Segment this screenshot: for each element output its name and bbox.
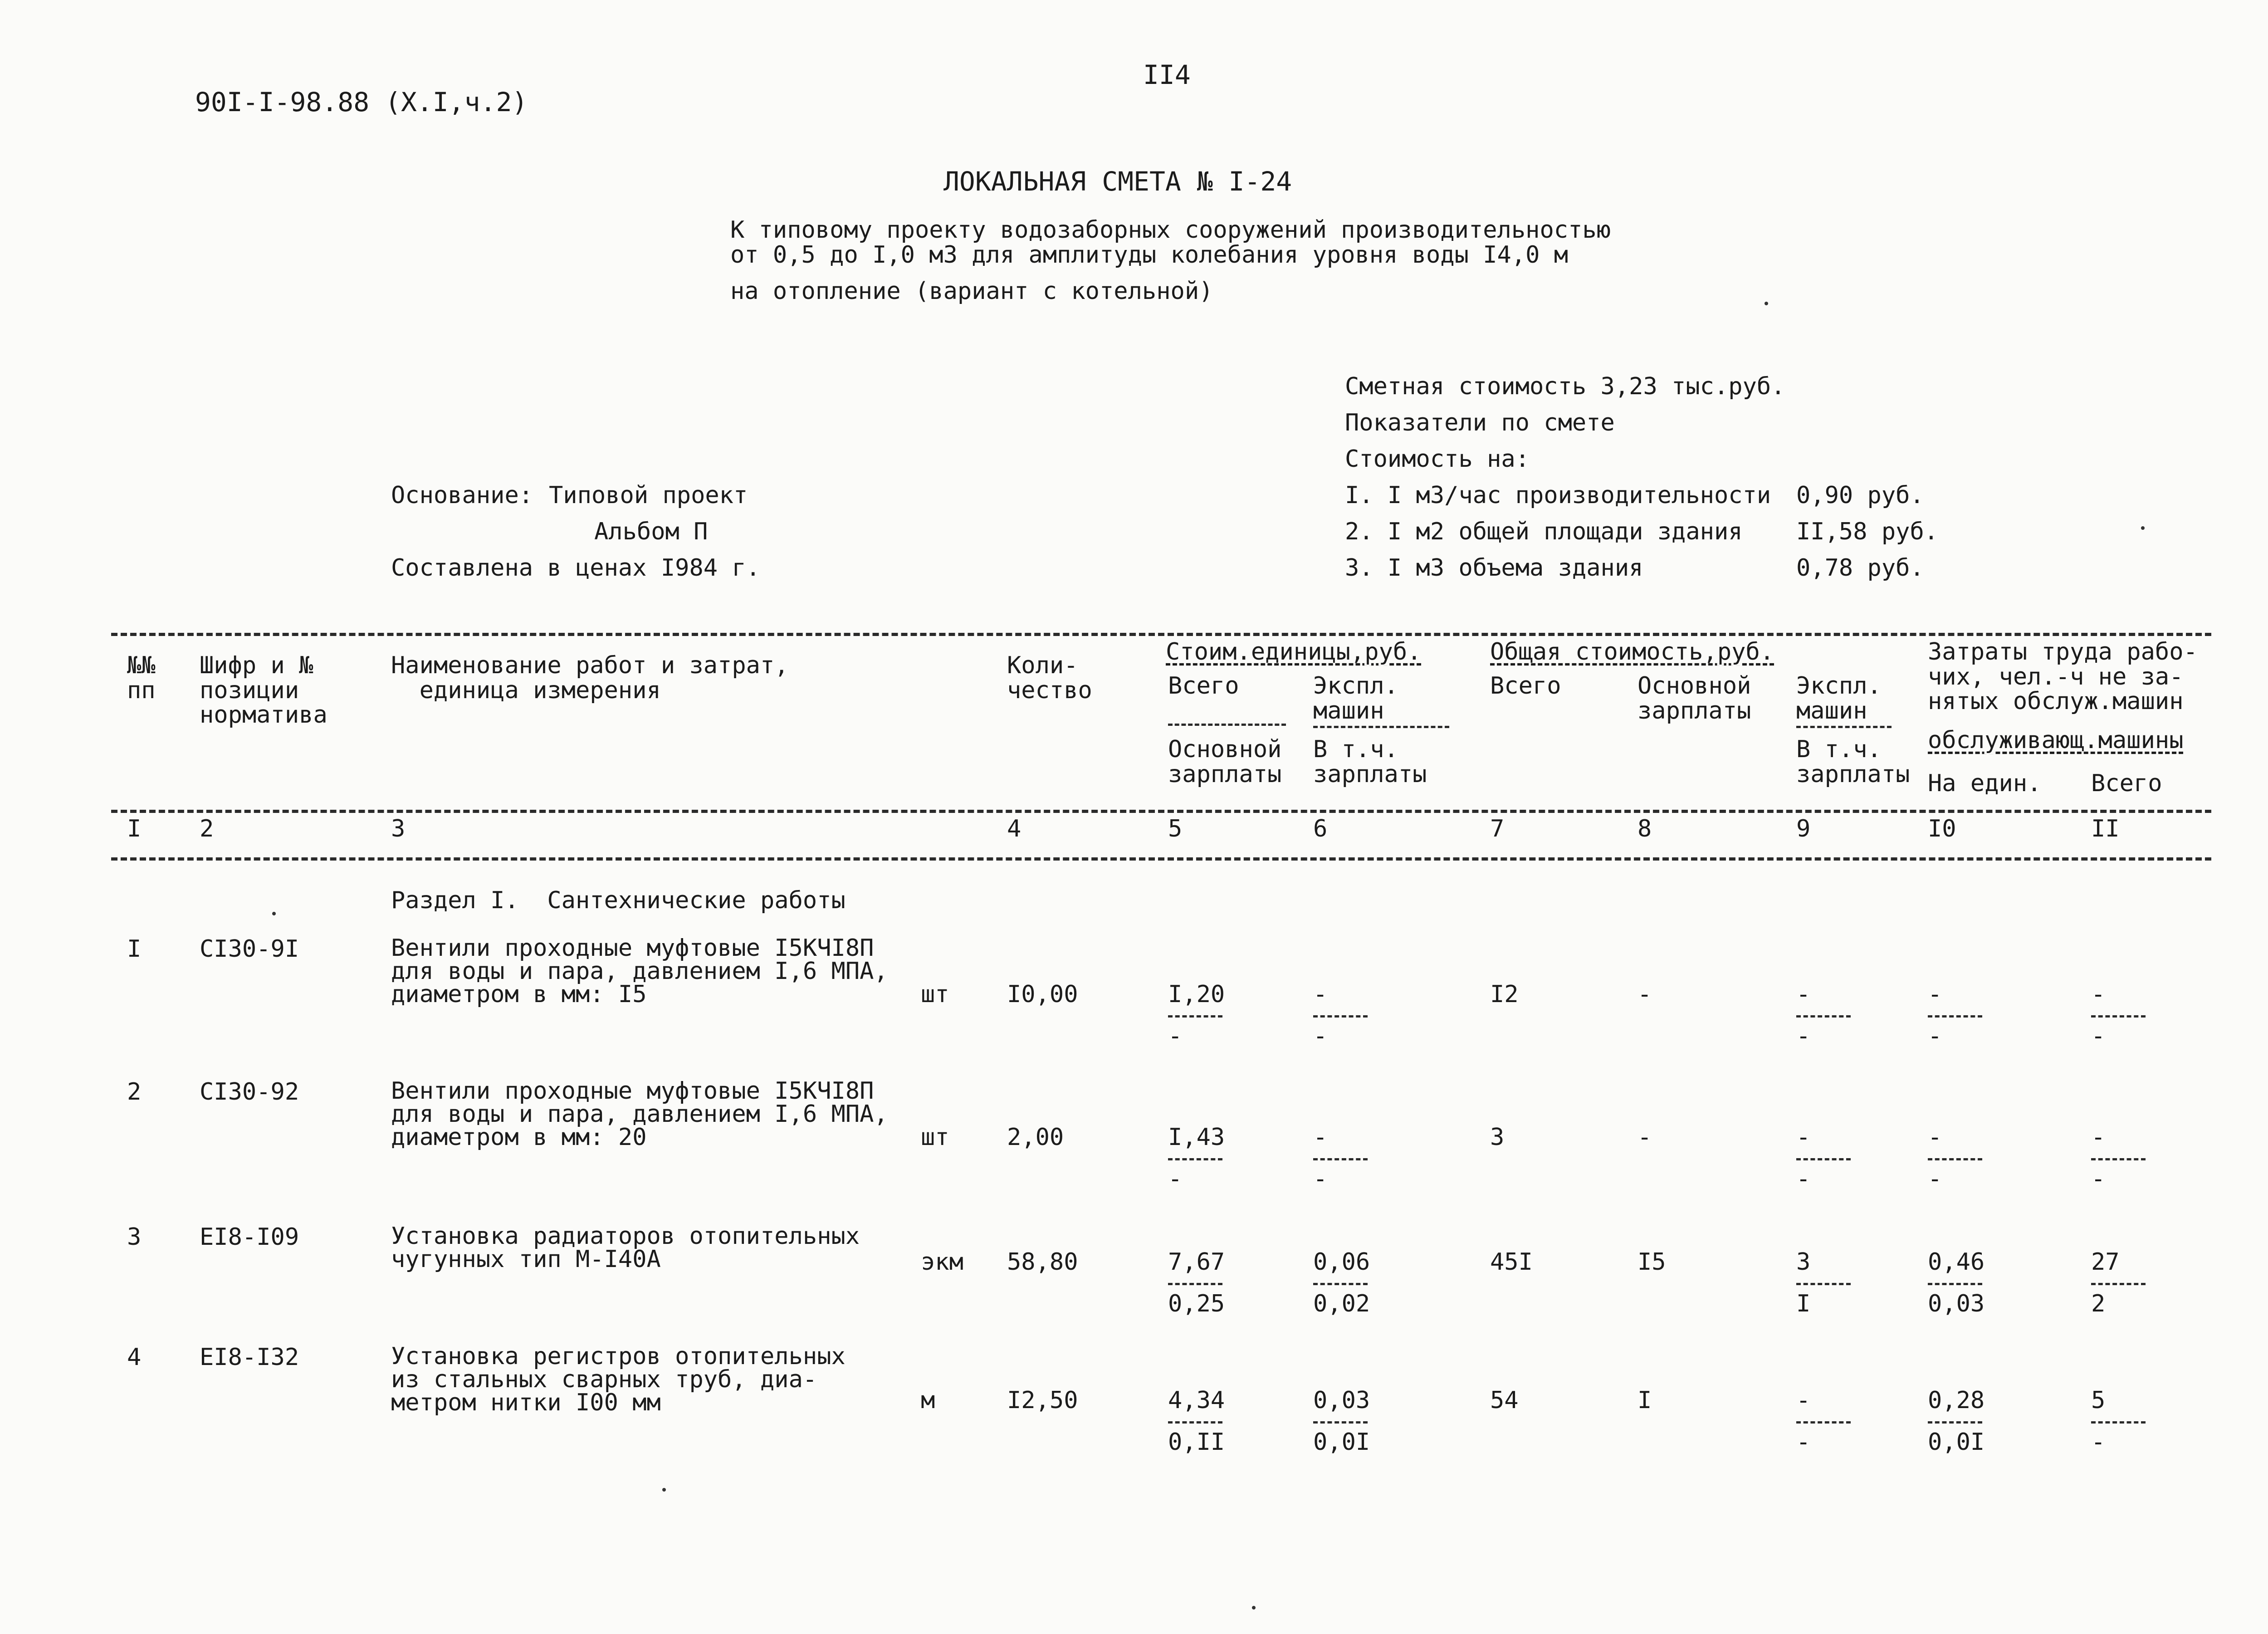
fraction-bar: [1168, 1158, 1222, 1160]
column-number-6: 6: [1313, 815, 1328, 842]
labor-total-cell: [2091, 1388, 2146, 1454]
page-number: II4: [1143, 59, 1191, 90]
basis-label: Основание:: [391, 482, 533, 509]
labor-per-unit-top: 0,46: [1928, 1248, 1985, 1276]
header-c5-divider: [1168, 724, 1286, 726]
row-quantity: 2,00: [1007, 1124, 1064, 1151]
fraction-bar: [2091, 1158, 2146, 1160]
column-number-3: 3: [391, 815, 406, 842]
machine-cost-bottom: 0,02: [1313, 1290, 1370, 1317]
row-code: CI30-9I: [200, 935, 299, 963]
machine-total-bottom: -: [1796, 1428, 1811, 1456]
header-total-cost: Общая стоимость,руб.: [1490, 638, 1774, 665]
column-number-7: 7: [1490, 815, 1505, 842]
section-title: Раздел I. Сантехнические работы: [391, 887, 846, 914]
labor-per-unit-bottom: -: [1928, 1022, 1942, 1050]
labor-total-top: 5: [2091, 1387, 2106, 1414]
labor-per-unit-cell: [1928, 1388, 1984, 1454]
machine-total-bottom: -: [1796, 1022, 1811, 1050]
labor-total-bottom: -: [2091, 1022, 2106, 1050]
header-c8: Основной зарплаты: [1637, 672, 1751, 724]
table-top-rule: [111, 633, 2211, 636]
unit-cost-total-bottom: 0,II: [1168, 1428, 1225, 1456]
header-code: Шифр и № позиции норматива: [200, 652, 327, 729]
unit-cost-total-top: 4,34: [1168, 1387, 1225, 1414]
scan-speck: [272, 912, 276, 915]
machine-total-cell: [1796, 1125, 1851, 1191]
unit-cost-total-cell: [1168, 1388, 1225, 1454]
indicator-3-label: 3. I м3 объема здания: [1345, 554, 1643, 582]
fraction-bar: [1796, 1158, 1851, 1160]
fraction-bar: [1313, 1421, 1368, 1424]
row-code: EI8-I09: [200, 1223, 299, 1251]
header-c11: Всего: [2091, 770, 2162, 797]
row-base-wage: -: [1637, 1124, 1652, 1151]
basis-value-2: Альбом П: [594, 518, 708, 545]
row-unit: м: [921, 1387, 935, 1414]
indicators-label: Показатели по смете: [1345, 409, 1615, 436]
row-number: 3: [127, 1223, 142, 1251]
basis-value-1: Типовой проект: [549, 482, 748, 509]
row-total-cost: 3: [1490, 1124, 1505, 1151]
subtitle-line-2: от 0,5 до I,0 м3 для амплитуды колебания уровня воды I4,0 м: [730, 241, 1569, 269]
labor-total-top: -: [2091, 981, 2106, 1008]
indicator-1-value: 0,90 руб.: [1796, 482, 1924, 509]
column-number-10: I0: [1928, 815, 1956, 842]
labor-total-bottom: -: [2091, 1165, 2106, 1193]
fraction-bar: [1796, 1015, 1851, 1018]
header-labor: Затраты труда рабо- чих, чел.-ч не за- нятых обслуж.машин: [1928, 638, 2198, 715]
labor-total-cell: [2091, 982, 2146, 1048]
row-quantity: 58,80: [1007, 1248, 1078, 1276]
row-quantity: I2,50: [1007, 1387, 1078, 1414]
header-c5-bottom: Основной зарплаты: [1168, 736, 1282, 788]
fraction-bar: [1928, 1283, 1982, 1285]
labor-total-cell: [2091, 1250, 2146, 1316]
column-numbers-rule: [111, 857, 2211, 861]
machine-cost-top: 0,06: [1313, 1248, 1370, 1276]
machine-total-bottom: I: [1796, 1290, 1811, 1317]
row-base-wage: I5: [1637, 1248, 1666, 1276]
header-c5-top: Всего: [1168, 672, 1239, 700]
indicator-1-label: I. I м3/час производительности: [1345, 482, 1771, 509]
column-number-11: II: [2091, 815, 2120, 842]
fraction-bar: [1796, 1421, 1851, 1424]
cost-for-label: Стоимость на:: [1345, 445, 1530, 473]
row-name: Вентили проходные муфтовые I5КЧI8П для воды и пара, давлением I,6 МПА, диаметром в мм: 20: [391, 1077, 888, 1151]
labor-total-top: -: [2091, 1124, 2106, 1151]
fraction-bar: [2091, 1283, 2146, 1285]
column-number-9: 9: [1796, 815, 1811, 842]
unit-cost-total-cell: [1168, 982, 1225, 1048]
row-quantity: I0,00: [1007, 981, 1078, 1008]
row-code: CI30-92: [200, 1078, 299, 1106]
labor-per-unit-bottom: 0,03: [1928, 1290, 1985, 1317]
machine-total-cell: [1796, 1388, 1851, 1454]
row-total-cost: 45I: [1490, 1248, 1533, 1276]
machine-cost-cell: [1313, 1388, 1370, 1454]
labor-per-unit-cell: [1928, 1125, 1982, 1191]
column-number-2: 2: [200, 815, 214, 842]
row-total-cost: 54: [1490, 1387, 1519, 1414]
indicator-2-label: 2. I м2 общей площади здания: [1345, 518, 1743, 545]
column-number-4: 4: [1007, 815, 1022, 842]
labor-per-unit-bottom: 0,0I: [1928, 1428, 1985, 1456]
row-number: I: [127, 935, 142, 963]
fraction-bar: [2091, 1015, 2146, 1018]
header-c10: На един.: [1928, 770, 2042, 797]
machine-total-top: 3: [1796, 1248, 1811, 1276]
header-name: Наименование работ и затрат, единица измерения: [391, 652, 789, 704]
labor-total-bottom: -: [2091, 1428, 2106, 1456]
column-number-8: 8: [1637, 815, 1652, 842]
row-code: EI8-I32: [200, 1344, 299, 1371]
row-unit: шт: [921, 1124, 949, 1151]
machine-total-cell: [1796, 1250, 1851, 1316]
basis-prices: Составлена в ценах I984 г.: [391, 554, 760, 582]
header-c6-top: Экспл. машин: [1313, 672, 1398, 724]
row-total-cost: I2: [1490, 981, 1519, 1008]
fraction-bar: [1928, 1158, 1982, 1160]
subtitle-line-3: на отопление (вариант с котельной): [730, 278, 1213, 305]
column-number-1: I: [127, 815, 142, 842]
header-c9-divider: [1796, 726, 1892, 728]
header-bottom-rule: [111, 810, 2211, 813]
row-name: Установка радиаторов отопительных чугунных тип М-I40А: [391, 1223, 860, 1273]
header-unit-cost: Стоим.единицы,руб.: [1166, 638, 1422, 665]
fraction-bar: [1168, 1421, 1222, 1424]
labor-total-cell: [2091, 1125, 2146, 1191]
machine-total-bottom: -: [1796, 1165, 1811, 1193]
document-code: 90I-I-98.88 (X.I,ч.2): [195, 87, 528, 117]
header-labor-sub: обслуживающ.машины: [1928, 727, 2184, 754]
row-number: 2: [127, 1078, 142, 1106]
header-c7: Всего: [1490, 672, 1561, 700]
scan-speck: [2141, 526, 2145, 530]
labor-per-unit-cell: [1928, 1250, 1984, 1316]
fraction-bar: [1928, 1015, 1982, 1018]
header-c9-top: Экспл. машин: [1796, 672, 1882, 724]
fraction-bar: [1168, 1283, 1222, 1285]
machine-cost-cell: [1313, 1250, 1370, 1316]
machine-total-top: -: [1796, 1387, 1811, 1414]
row-name: Вентили проходные муфтовые I5КЧI8П для воды и пара, давлением I,6 МПА, диаметром в мм: I5: [391, 934, 888, 1008]
fraction-bar: [1168, 1015, 1222, 1018]
labor-per-unit-top: 0,28: [1928, 1387, 1985, 1414]
header-quantity: Коли- чество: [1007, 652, 1092, 704]
machine-cost-cell: [1313, 1125, 1368, 1191]
unit-cost-total-bottom: -: [1168, 1022, 1183, 1050]
machine-cost-bottom: -: [1313, 1165, 1328, 1193]
fraction-bar: [1313, 1158, 1368, 1160]
indicator-2-value: II,58 руб.: [1796, 518, 1939, 545]
row-name: Установка регистров отопительных из стальных сварных труб, диа- метром нитки I00 мм: [391, 1343, 846, 1416]
labor-per-unit-bottom: -: [1928, 1165, 1942, 1193]
machine-cost-bottom: -: [1313, 1022, 1328, 1050]
machine-total-top: -: [1796, 1124, 1811, 1151]
fraction-bar: [1313, 1283, 1368, 1285]
scan-speck: [662, 1488, 666, 1492]
machine-total-cell: [1796, 982, 1851, 1048]
fraction-bar: [1928, 1421, 1982, 1424]
row-base-wage: I: [1637, 1387, 1652, 1414]
machine-cost-bottom: 0,0I: [1313, 1428, 1370, 1456]
unit-cost-total-top: I,43: [1168, 1124, 1225, 1151]
column-number-5: 5: [1168, 815, 1183, 842]
unit-cost-total-top: 7,67: [1168, 1248, 1225, 1276]
header-c9-bottom: В т.ч. зарплаты: [1796, 736, 1910, 788]
row-unit: экм: [921, 1248, 963, 1276]
machine-total-top: -: [1796, 981, 1811, 1008]
labor-total-top: 27: [2091, 1248, 2120, 1276]
unit-cost-total-cell: [1168, 1250, 1225, 1316]
row-base-wage: -: [1637, 981, 1652, 1008]
labor-per-unit-top: -: [1928, 981, 1942, 1008]
row-unit: шт: [921, 981, 949, 1008]
unit-cost-total-top: I,20: [1168, 981, 1225, 1008]
fraction-bar: [1796, 1283, 1851, 1285]
estimated-cost: Сметная стоимость 3,23 тыс.руб.: [1345, 373, 1785, 400]
header-c6-divider: [1313, 726, 1449, 728]
labor-total-bottom: 2: [2091, 1290, 2106, 1317]
machine-cost-top: -: [1313, 1124, 1328, 1151]
machine-cost-top: 0,03: [1313, 1387, 1370, 1414]
fraction-bar: [1313, 1015, 1368, 1018]
unit-cost-total-bottom: 0,25: [1168, 1290, 1225, 1317]
machine-cost-cell: [1313, 982, 1368, 1048]
row-number: 4: [127, 1344, 142, 1371]
labor-per-unit-cell: [1928, 982, 1982, 1048]
labor-per-unit-top: -: [1928, 1124, 1942, 1151]
header-number: №№ пп: [127, 652, 156, 704]
document-title: ЛОКАЛЬНАЯ СМЕТА № I-24: [943, 166, 1292, 197]
header-c6-bottom: В т.ч. зарплаты: [1313, 736, 1427, 788]
unit-cost-total-bottom: -: [1168, 1165, 1183, 1193]
subtitle-line-1: К типовому проекту водозаборных сооружений производительностью: [730, 216, 1611, 244]
machine-cost-top: -: [1313, 981, 1328, 1008]
indicator-3-value: 0,78 руб.: [1796, 554, 1924, 582]
unit-cost-total-cell: [1168, 1125, 1225, 1191]
scan-speck: [1252, 1606, 1256, 1610]
fraction-bar: [2091, 1421, 2146, 1424]
scan-speck: [1765, 302, 1768, 305]
